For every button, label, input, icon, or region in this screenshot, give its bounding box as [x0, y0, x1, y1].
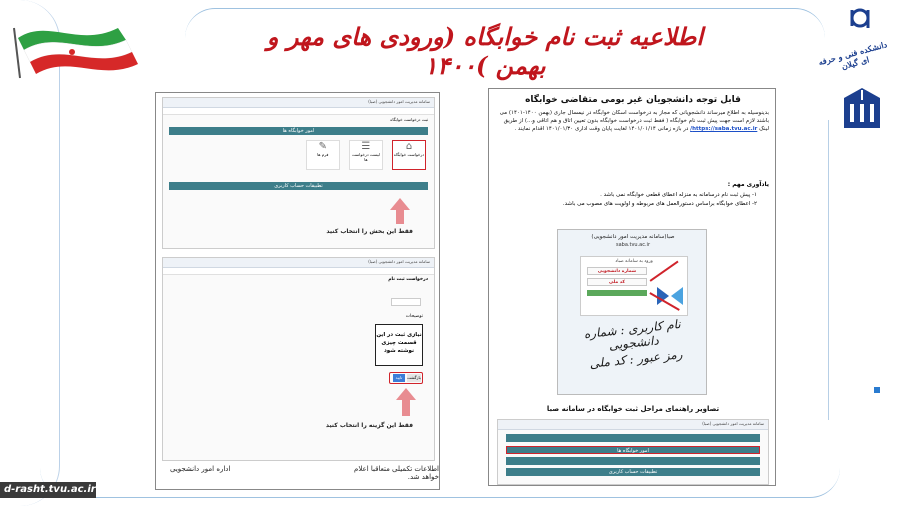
username-field[interactable]: شماره دانشجویی [587, 267, 647, 275]
mini-card-label: درخواست خوابگاه [393, 152, 425, 157]
request-page-label: درخواست ثبت نام [388, 277, 428, 282]
hint-box [375, 324, 423, 366]
mini-section-bar-2: تطبیقات حساب کاربری [169, 182, 428, 190]
footer-url[interactable]: d-rasht.tvu.ac.ir [0, 482, 96, 498]
university-logo-text: دانشکده فنی و حرفه ای گیلان [817, 39, 889, 72]
form-icon: ✎ [318, 141, 327, 152]
mini-card-label: فرم ها [317, 152, 329, 157]
mini-site-title-2: سامانه مدیریت امور دانشجویی (صبا) [163, 258, 434, 268]
slide-title: اطلاعیه ثبت نام خوابگاه (ورودی های مهر و بهمن )۱۴۰۰ [266, 22, 704, 80]
saba-link[interactable]: https://saba.tvu.ac.ir/ [690, 126, 758, 132]
saba-login-screenshot [557, 229, 707, 395]
password-field[interactable]: کد ملی [587, 278, 647, 286]
guide-screenshot [497, 419, 769, 485]
reminder-item-1: ۱- پیش ثبت نام درسامانه به منزله اعطای قطعی خوابگاه نمی باشد . [600, 192, 757, 198]
reminder-heading: یادآوری مهم : [727, 181, 769, 188]
saba-password-caption: رمز عبور : کد ملی [588, 347, 684, 371]
login-button[interactable] [587, 290, 647, 296]
mini-nav-bar-2 [163, 268, 434, 275]
mini-section-bar: امور خوابگاه ها [169, 127, 428, 135]
mini-card-label: لیست درخواست ها [351, 152, 380, 162]
notice-title: قابل توجه دانشجویان غیر بومی متقاضی خوابگاه [525, 95, 741, 105]
guide-mini-title: سامانه مدیریت امور دانشجویی (صبا) [498, 420, 768, 430]
mini-card-row [163, 138, 434, 172]
guide-bar-4: تطبیقات حساب کاربری [506, 468, 760, 476]
slide-bullet-icon [874, 387, 880, 393]
top-shot-caption: فقط این بخش را انتخاب کنید [326, 228, 413, 235]
saba-dashboard-screenshot [162, 97, 435, 249]
confirm-button[interactable]: تایید [393, 374, 405, 382]
left-screenshot-panel [155, 92, 440, 490]
dorm-request-icon: ⌂ [405, 141, 413, 152]
pink-arrow-stem [396, 210, 404, 224]
footer-note-left: اداره امور دانشجویی [170, 465, 231, 473]
saba-url: saba.tvu.ac.ir [615, 242, 651, 248]
mini-card-list[interactable] [349, 140, 383, 170]
notice-body [497, 109, 769, 133]
footer-note-right: اطلاعات تکمیلی متعاقبا اعلام خواهد شد. [354, 465, 439, 481]
mini-input-field[interactable] [391, 298, 421, 306]
pink-up-arrow-icon-2 [396, 388, 416, 400]
saba-header: صبا(سامانه مدیریت امور دانشجویی) [591, 234, 675, 240]
reminder-list [497, 191, 757, 209]
list-icon: ☰ [361, 141, 371, 152]
notice-body-part-1: بدینوسیله به اطلاع میرساند دانشجویانی که مجاز به درخواست اسکان خوابگاه در نیمسال جاری (بهمن ۱۴۰۰-۱۴۰۱) می باشند لازم است جهت پیش ثبت نام خوابگاه ( فقط ثبت درخواست خوابگاه بدون تعیین اتاق و هم اتاقی و...) از طریق لینک [499, 110, 769, 132]
mini-site-title: سامانه مدیریت امور دانشجویی (صبا) [163, 98, 434, 108]
saba-form-title: ورود به سامانه صباد [615, 259, 653, 264]
guide-title: تصاویر راهنمای مراحل ثبت خوابگاه در سامانه صبا [546, 405, 720, 413]
notice-panel [488, 88, 776, 486]
guide-bar-2: امور خوابگاه ها [506, 446, 760, 454]
mini-field-label: توضیحات [405, 314, 423, 319]
notice-body-part-2: در بازه زمانی ۱۴۰۱/۰۱/۱۴ لغایت پایان وقت اداری ۱۴۰۱/۰۱/۳۰ اقدام نمایند . [514, 126, 689, 132]
iran-flag-ribbon-icon [8, 8, 168, 88]
saba-request-screenshot [162, 257, 435, 461]
back-button[interactable]: بازگشت [407, 375, 421, 380]
bottom-shot-caption: فقط این گزینه را انتخاب کنید [325, 422, 413, 429]
pink-arrow-stem-2 [402, 400, 410, 416]
guide-bar-3 [506, 457, 760, 465]
saba-username-caption: نام کاربری : شماره دانشجویی [583, 316, 682, 353]
decor-line-right [828, 120, 829, 420]
mini-card-dorm-request[interactable] [392, 140, 426, 170]
reminder-item-2: ۲- اعطای خوابگاه براساس دستورالعمل های مربوطه و اولویت های مصوب می باشد. [562, 201, 757, 207]
mini-card-forms[interactable] [306, 140, 340, 170]
mini-menu-row: ثبت درخواست خوابگاه [390, 117, 428, 122]
guide-bar-1 [506, 434, 760, 442]
pink-up-arrow-icon [390, 198, 410, 210]
hint-text: نیازی ثبت در این قسمت چیزی نوشته شود [376, 332, 422, 354]
mini-nav-bar [163, 108, 434, 115]
